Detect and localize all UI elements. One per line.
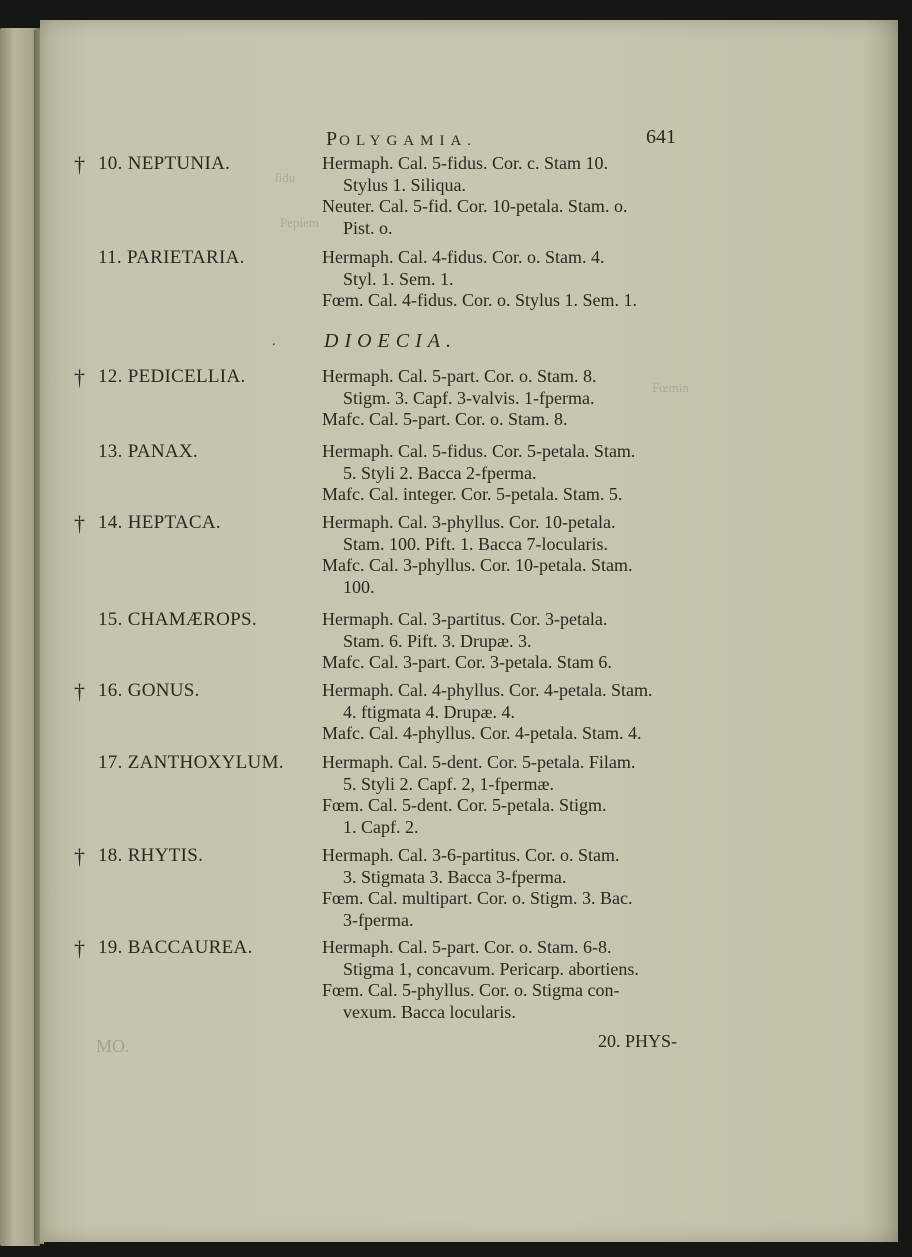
description-line: Fœm. Cal. multipart. Cor. o. Stigm. 3. Bac. <box>322 888 633 908</box>
obelus-mark: † <box>74 511 85 536</box>
description-line: Fœm. Cal. 5-phyllus. Cor. o. Stigma con- <box>322 980 620 1000</box>
description-line: 4. ftigmata 4. Drupæ. 4. <box>343 701 515 722</box>
obelus-mark: † <box>74 365 85 390</box>
catchword: 20. PHYS- <box>598 1031 678 1051</box>
description-line: Hermaph. Cal. 3-partitus. Cor. 3-petala. <box>322 609 608 629</box>
genus-name: 17. ZANTHOXYLUM. <box>98 752 284 773</box>
description-line: Mafc. Cal. 5-part. Cor. o. Stam. 8. <box>322 409 568 429</box>
description-line: Hermaph. Cal. 5-fidus. Cor. c. Stam 10. <box>322 153 608 173</box>
description-line: Mafc. Cal. 3-phyllus. Cor. 10-petala. Stam. <box>322 555 633 575</box>
genus-name: 14. HEPTACA. <box>98 512 221 533</box>
description-line: 3-fperma. <box>343 909 414 930</box>
description-line: Mafc. Cal. 3-part. Cor. 3-petala. Stam 6. <box>322 652 612 672</box>
page-number: 641 <box>646 126 676 148</box>
description-line: Neuter. Cal. 5-fid. Cor. 10-petala. Stam. o. <box>322 196 628 216</box>
running-head: POLYGAMIA. <box>326 128 478 150</box>
genus-name: 12. PEDICELLIA. <box>98 366 246 387</box>
description-line: Stam. 100. Pift. 1. Bacca 7-locularis. <box>343 533 608 554</box>
genus-name: 13. PANAX. <box>98 441 198 462</box>
obelus-mark: † <box>74 679 85 704</box>
description-line: Mafc. Cal. 4-phyllus. Cor. 4-petala. Stam. 4. <box>322 723 642 743</box>
ink-bleed: ſidu <box>275 170 296 185</box>
obelus-mark: † <box>74 936 85 961</box>
section-title: DIOECIA. <box>324 330 457 352</box>
description-line: Mafc. Cal. integer. Cor. 5-petala. Stam. 5. <box>322 484 623 504</box>
description-line: Stigm. 3. Capf. 3-valvis. 1-fperma. <box>343 387 595 408</box>
genus-name: 19. BACCAUREA. <box>98 937 253 958</box>
ink-bleed: Pepiem <box>280 215 319 230</box>
description-line: Pist. o. <box>343 217 393 238</box>
description-line: Hermaph. Cal. 3-phyllus. Cor. 10-petala. <box>322 512 616 532</box>
description-line: Hermaph. Cal. 5-part. Cor. o. Stam. 6-8. <box>322 937 612 957</box>
show-through-mark: MO. <box>96 1036 130 1056</box>
description-line: Hermaph. Cal. 4-phyllus. Cor. 4-petala. Stam. <box>322 680 653 700</box>
obelus-mark: † <box>74 152 85 177</box>
description-line: Stam. 6. Pift. 3. Drupæ. 3. <box>343 630 532 651</box>
description-line: vexum. Bacca locularis. <box>343 1001 516 1022</box>
description-line: 100. <box>343 576 375 597</box>
description-line: Hermaph. Cal. 4-fidus. Cor. o. Stam. 4. <box>322 247 605 267</box>
description-line: 1. Capf. 2. <box>343 816 419 837</box>
section-marker: . <box>272 334 276 349</box>
description-line: Stigma 1, concavum. Pericarp. abortiens. <box>343 958 639 979</box>
description-line: Fœm. Cal. 5-dent. Cor. 5-petala. Stigm. <box>322 795 607 815</box>
description-line: Styl. 1. Sem. 1. <box>343 268 454 289</box>
description-line: 5. Styli 2. Capf. 2, 1-fpermæ. <box>343 773 554 794</box>
description-line: 5. Styli 2. Bacca 2-fperma. <box>343 462 537 483</box>
genus-name: 15. CHAMÆROPS. <box>98 609 257 630</box>
description-line: Hermaph. Cal. 5-fidus. Cor. 5-petala. Stam. <box>322 441 636 461</box>
genus-name: 10. NEPTUNIA. <box>98 153 231 174</box>
description-line: 3. Stigmata 3. Bacca 3-fperma. <box>343 866 567 887</box>
description-line: Fœm. Cal. 4-fidus. Cor. o. Stylus 1. Sem. 1. <box>322 290 638 310</box>
genus-name: 16. GONUS. <box>98 680 200 701</box>
obelus-mark: † <box>74 844 85 869</box>
ink-bleed: Fœmin <box>652 380 689 395</box>
description-line: Hermaph. Cal. 5-dent. Cor. 5-petala. Filam. <box>322 752 636 772</box>
genus-name: 18. RHYTIS. <box>98 845 204 866</box>
genus-name: 11. PARIETARIA. <box>98 247 245 268</box>
description-line: Stylus 1. Siliqua. <box>343 174 467 195</box>
description-line: Hermaph. Cal. 5-part. Cor. o. Stam. 8. <box>322 366 597 386</box>
description-line: Hermaph. Cal. 3-6-partitus. Cor. o. Stam. <box>322 845 620 865</box>
